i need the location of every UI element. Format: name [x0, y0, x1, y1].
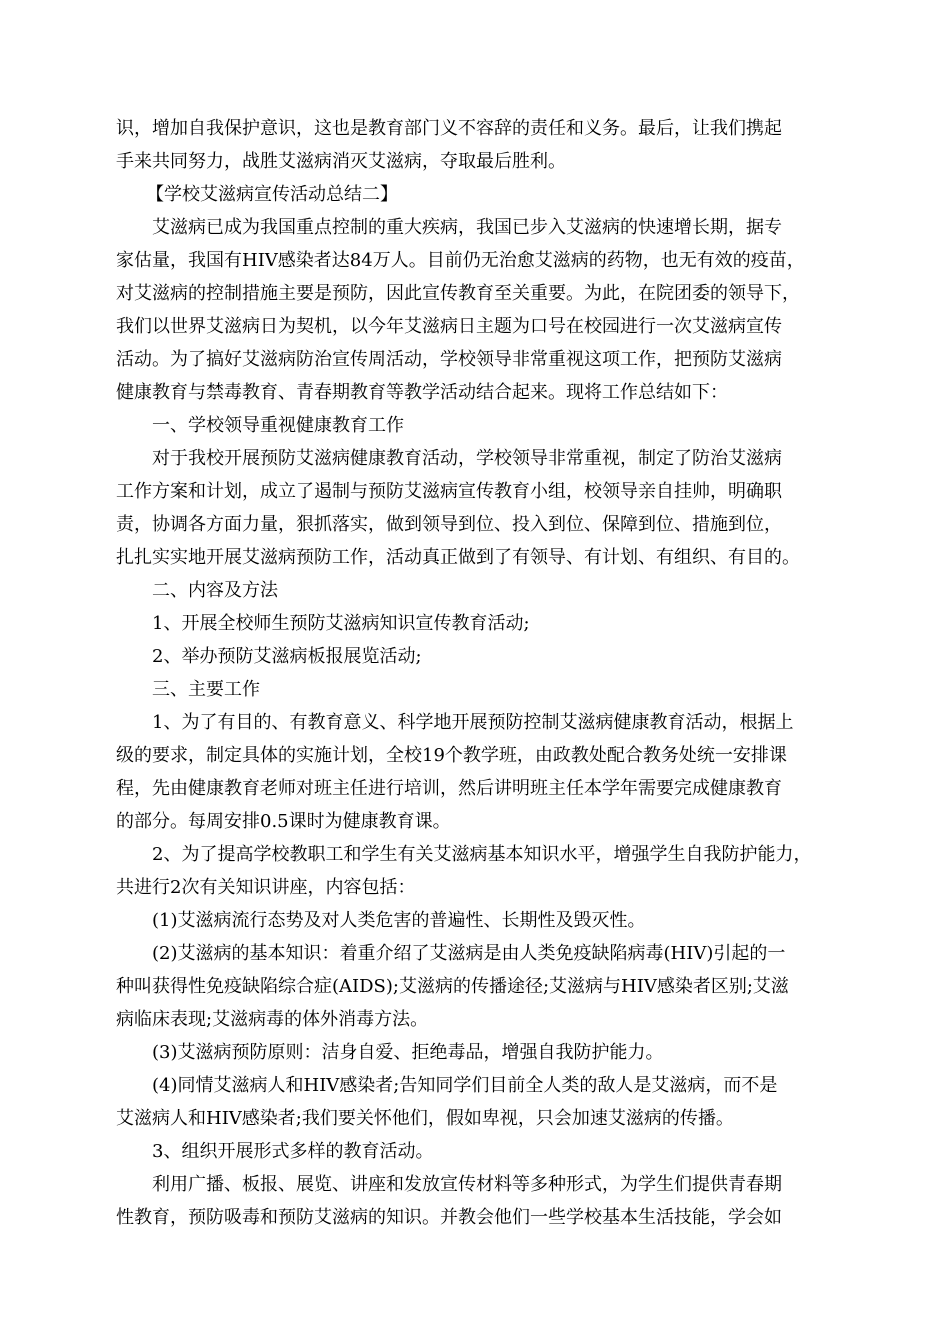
text-line: 性教育，预防吸毒和预防艾滋病的知识。并教会他们一些学校基本生活技能，学会如 — [116, 1207, 782, 1228]
section-heading: 一、学校领导重视健康教育工作 — [152, 415, 404, 436]
text-line: 程，先由健康教育老师对班主任进行培训，然后讲明班主任本学年需要完成健康教育 — [116, 778, 782, 799]
section-heading: 【学校艾滋病宣传活动总结二】 — [146, 184, 398, 205]
section-heading: 三、主要工作 — [152, 679, 260, 700]
text-line: 活动。为了搞好艾滋病防治宣传周活动，学校领导非常重视这项工作，把预防艾滋病 — [116, 349, 782, 370]
text-line: 2、为了提高学校教职工和学生有关艾滋病基本知识水平，增强学生自我防护能力， — [152, 844, 812, 865]
section-heading: 二、内容及方法 — [152, 580, 278, 601]
list-item: 2、举办预防艾滋病板报展览活动; — [152, 646, 422, 667]
text-line: 家估量，我国有HIV感染者达84万人。目前仍无治愈艾滋病的药物，也无有效的疫苗， — [116, 250, 805, 271]
text-line: 种叫获得性免疫缺陷综合症(AIDS);艾滋病的传播途径;艾滋病与HIV感染者区别;艾滋 — [116, 976, 789, 997]
text-line: 级的要求，制定具体的实施计划，全校19个教学班，由政教处配合教务处统一安排课 — [116, 745, 787, 766]
list-item: (1)艾滋病流行态势及对人类危害的普遍性、长期性及毁灭性。 — [152, 910, 646, 931]
list-item: 1、开展全校师生预防艾滋病知识宣传教育活动; — [152, 613, 530, 634]
text-line: 艾滋病人和HIV感染者;我们要关怀他们，假如卑视，只会加速艾滋病的传播。 — [116, 1108, 734, 1129]
text-line: 对艾滋病的控制措施主要是预防，因此宣传教育至关重要。为此，在院团委的领导下， — [116, 283, 800, 304]
text-line: 的部分。每周安排0.5课时为健康教育课。 — [116, 811, 451, 832]
list-item: 3、组织开展形式多样的教育活动。 — [152, 1141, 434, 1162]
text-line: 1、为了有目的、有教育意义、科学地开展预防控制艾滋病健康教育活动，根据上 — [152, 712, 794, 733]
list-item: (2)艾滋病的基本知识：着重介绍了艾滋病是由人类免疫缺陷病毒(HIV)引起的一 — [152, 943, 786, 964]
text-line: 扎扎实实地开展艾滋病预防工作，活动真正做到了有领导、有计划、有组织、有目的。 — [116, 547, 800, 568]
text-line: 健康教育与禁毒教育、青春期教育等教学活动结合起来。现将工作总结如下： — [116, 382, 728, 403]
list-item: (3)艾滋病预防原则：洁身自爱、拒绝毒品，增强自我防护能力。 — [152, 1042, 664, 1063]
text-line: 对于我校开展预防艾滋病健康教育活动，学校领导非常重视，制定了防治艾滋病 — [152, 448, 782, 469]
list-item: (4)同情艾滋病人和HIV感染者;告知同学们目前全人类的敌人是艾滋病，而不是 — [152, 1075, 778, 1096]
text-line: 共进行2次有关知识讲座，内容包括： — [116, 877, 416, 898]
text-line: 艾滋病已成为我国重点控制的重大疾病，我国已步入艾滋病的快速增长期，据专 — [152, 217, 782, 238]
text-line: 工作方案和计划，成立了遏制与预防艾滋病宣传教育小组，校领导亲自挂帅，明确职 — [116, 481, 782, 502]
text-line: 病临床表现;艾滋病毒的体外消毒方法。 — [116, 1009, 429, 1030]
text-line: 手来共同努力，战胜艾滋病消灭艾滋病，夺取最后胜利。 — [116, 151, 566, 172]
text-line: 利用广播、板报、展览、讲座和发放宣传材料等多种形式，为学生们提供青春期 — [152, 1174, 782, 1195]
text-line: 责，协调各方面力量，狠抓落实，做到领导到位、投入到位、保障到位、措施到位， — [116, 514, 782, 535]
text-line: 识，增加自我保护意识，这也是教育部门义不容辞的责任和义务。最后，让我们携起 — [116, 118, 782, 139]
text-line: 我们以世界艾滋病日为契机，以今年艾滋病日主题为口号在校园进行一次艾滋病宣传 — [116, 316, 782, 337]
